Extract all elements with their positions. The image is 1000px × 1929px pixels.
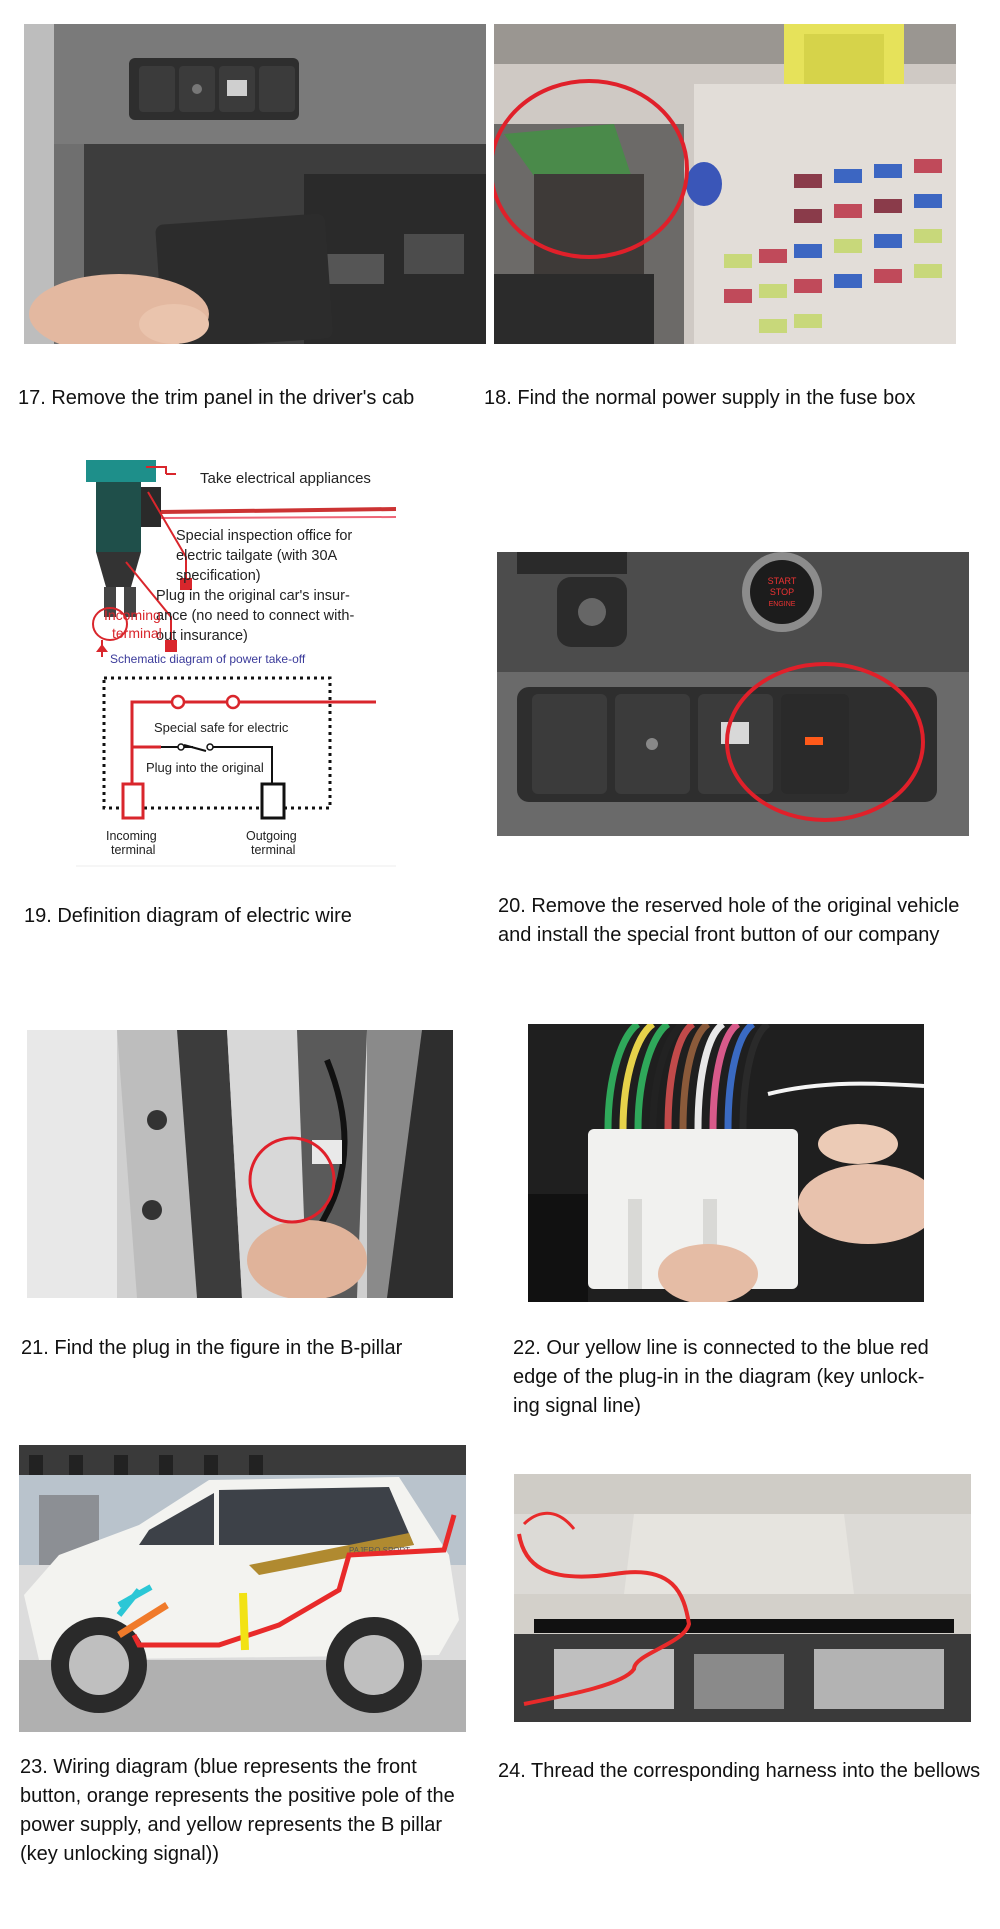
label-plug-original: Plug into the original: [146, 760, 264, 775]
label-incoming-terminal-1: Incoming: [106, 829, 157, 843]
caption-step-20: 20. Remove the reserved hole of the original vehicle and install the special front button of our company: [498, 895, 960, 946]
caption-step-19: 19. Definition diagram of electric wire: [24, 905, 352, 927]
wire-definition-diagram: [76, 452, 406, 870]
label-start: START: [767, 576, 797, 586]
label-special-3: specification): [176, 568, 261, 584]
photo-wiring-diagram-car: [19, 1445, 466, 1732]
photo-connector-yellow-line: [528, 1024, 924, 1302]
photo-bellows-harness: [514, 1474, 971, 1722]
label-special-safe: Special safe for electric: [154, 720, 289, 735]
caption-step-23: 23. Wiring diagram (blue represents the front button, orange represents the positive pole of the power supply, and yellow represents the B pillar (key unlocking signal)): [20, 1756, 455, 1865]
photo-front-button: [497, 552, 969, 836]
label-stop: STOP: [769, 587, 795, 597]
label-incoming-terminal-2: terminal: [111, 843, 156, 857]
schematic-title: Schematic diagram of power take-off: [110, 652, 306, 666]
label-special-1: Special inspection office for: [176, 528, 353, 544]
label-special-2: electric tailgate (with 30A: [176, 548, 338, 564]
caption-step-18: 18. Find the normal power supply in the fuse box: [484, 387, 916, 409]
label-plug-3: out insurance): [156, 628, 248, 644]
label-plug-2: ance (no need to connect with-: [156, 608, 355, 624]
label-engine: ENGINE: [768, 601, 796, 608]
photo-trim-panel: [24, 24, 486, 344]
label-plug-1: Plug in the original car's insur-: [156, 588, 350, 604]
label-car-badge: PAJERO SPORT: [349, 1546, 411, 1555]
caption-step-17: 17. Remove the trim panel in the driver's cab: [18, 387, 415, 409]
photo-fuse-box: [494, 24, 956, 344]
label-outgoing-terminal-1: Outgoing: [246, 829, 297, 843]
caption-step-21: 21. Find the plug in the figure in the B-pillar: [21, 1337, 403, 1359]
photo-b-pillar-plug: [27, 1030, 453, 1298]
label-outgoing-terminal-2: terminal: [251, 843, 296, 857]
caption-step-24: 24. Thread the corresponding harness into the bellows: [498, 1760, 981, 1782]
label-incoming-red-2: terminal: [112, 625, 162, 641]
label-incoming-red-1: Incoming: [104, 607, 161, 623]
caption-step-22: 22. Our yellow line is connected to the blue red edge of the plug-in in the diagram (key unlock-ing signal line): [513, 1337, 929, 1417]
label-take-appliances: Take electrical appliances: [200, 470, 371, 487]
